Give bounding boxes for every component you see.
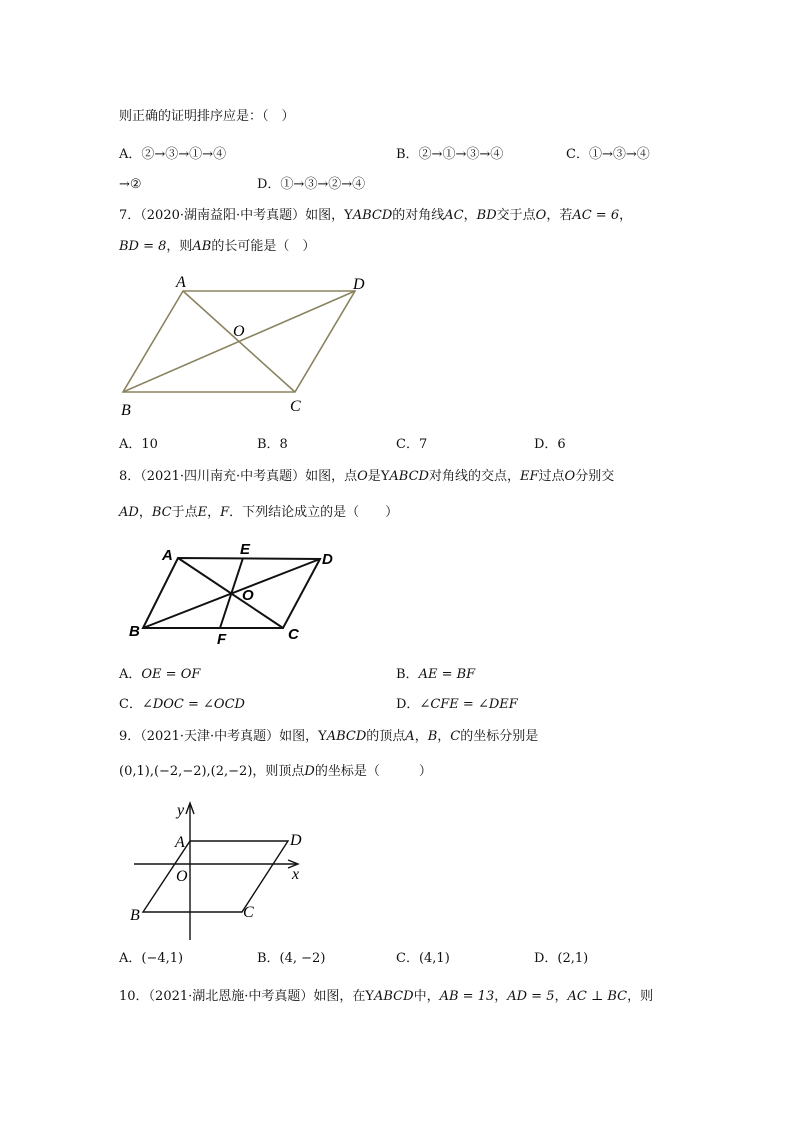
q7-label-o: O bbox=[233, 323, 245, 340]
q7-label-d: D bbox=[353, 276, 365, 293]
q8-label-c: C bbox=[288, 626, 299, 643]
q9-label-y: y bbox=[177, 802, 185, 819]
q6-option-c[interactable]: C．①→③→④ bbox=[566, 147, 650, 162]
q7-label-b: B bbox=[121, 402, 131, 419]
q9-figure bbox=[124, 795, 314, 945]
q7-option-a[interactable]: A．10 bbox=[119, 437, 158, 452]
q8-option-a[interactable]: A．OE = OF bbox=[119, 667, 201, 682]
q8-label-f: F bbox=[217, 631, 227, 648]
q9-option-c[interactable]: C．(4,1) bbox=[396, 951, 450, 966]
q7-label-c: C bbox=[290, 398, 301, 415]
q8-option-c[interactable]: C．∠DOC = ∠OCD bbox=[119, 697, 245, 712]
q7-option-b[interactable]: B．8 bbox=[257, 437, 288, 452]
q9-stem-line1: 9．（2021·天津·中考真题）如图，YABCD的顶点A，B，C的坐标分别是 bbox=[119, 729, 539, 744]
q8-stem-line2: AD，BC于点E，F．下列结论成立的是（ ） bbox=[119, 505, 399, 520]
q6-option-d[interactable]: D．①→③→②→④ bbox=[257, 177, 366, 192]
q6-option-b[interactable]: B．②→①→③→④ bbox=[396, 147, 504, 162]
q7-label-a: A bbox=[176, 274, 186, 291]
q8-option-d[interactable]: D．∠CFE = ∠DEF bbox=[396, 697, 518, 712]
q7-diagonal-bd bbox=[123, 291, 355, 392]
q7-option-c[interactable]: C．7 bbox=[396, 437, 428, 452]
q8-figure bbox=[124, 538, 354, 650]
q9-label-c: C bbox=[243, 904, 254, 921]
q6-option-a[interactable]: A．②→③→①→④ bbox=[119, 147, 227, 162]
q6-option-c-continued: →② bbox=[119, 177, 142, 192]
q9-option-b[interactable]: B．(4, −2) bbox=[257, 951, 326, 966]
q7-stem-line1: 7．（2020·湖南益阳·中考真题）如图，YABCD的对角线AC，BD交于点O，若AC = 6， bbox=[119, 208, 633, 223]
q9-label-a: A bbox=[175, 834, 185, 851]
q7-stem-line2: BD = 8，则AB的长可能是（ ） bbox=[119, 239, 316, 254]
intro-text: 则正确的证明排序应是：（ ） bbox=[119, 109, 295, 124]
q9-option-a[interactable]: A．(−4,1) bbox=[119, 951, 184, 966]
q8-label-a: A bbox=[162, 547, 173, 564]
q8-label-o: O bbox=[242, 587, 254, 604]
q9-option-d[interactable]: D．(2,1) bbox=[534, 951, 589, 966]
q8-label-d: D bbox=[322, 551, 333, 568]
q9-label-o: O bbox=[176, 868, 188, 885]
q8-option-b[interactable]: B．AE = BF bbox=[396, 667, 476, 682]
q9-label-d: D bbox=[290, 832, 302, 849]
q10-stem-line1: 10．（2021·湖北恩施·中考真题）如图，在YABCD中，AB = 13，AD = 5，AC ⊥ BC，则 bbox=[119, 989, 654, 1004]
q9-parallelogram bbox=[143, 841, 288, 912]
q9-stem-line2: (0,1),(−2,−2),(2,−2)，则顶点D的坐标是（ ） bbox=[119, 764, 432, 779]
q7-option-d[interactable]: D．6 bbox=[534, 437, 566, 452]
q8-label-e: E bbox=[240, 541, 251, 558]
q8-stem-line1: 8．（2021·四川南充·中考真题）如图，点O是YABCD对角线的交点，EF过点O分别交 bbox=[119, 469, 615, 484]
q8-segment-ef bbox=[220, 558, 243, 628]
q9-label-x: x bbox=[292, 866, 300, 883]
q7-figure bbox=[112, 266, 382, 426]
q8-label-b: B bbox=[129, 623, 140, 640]
q9-label-b: B bbox=[130, 907, 140, 924]
